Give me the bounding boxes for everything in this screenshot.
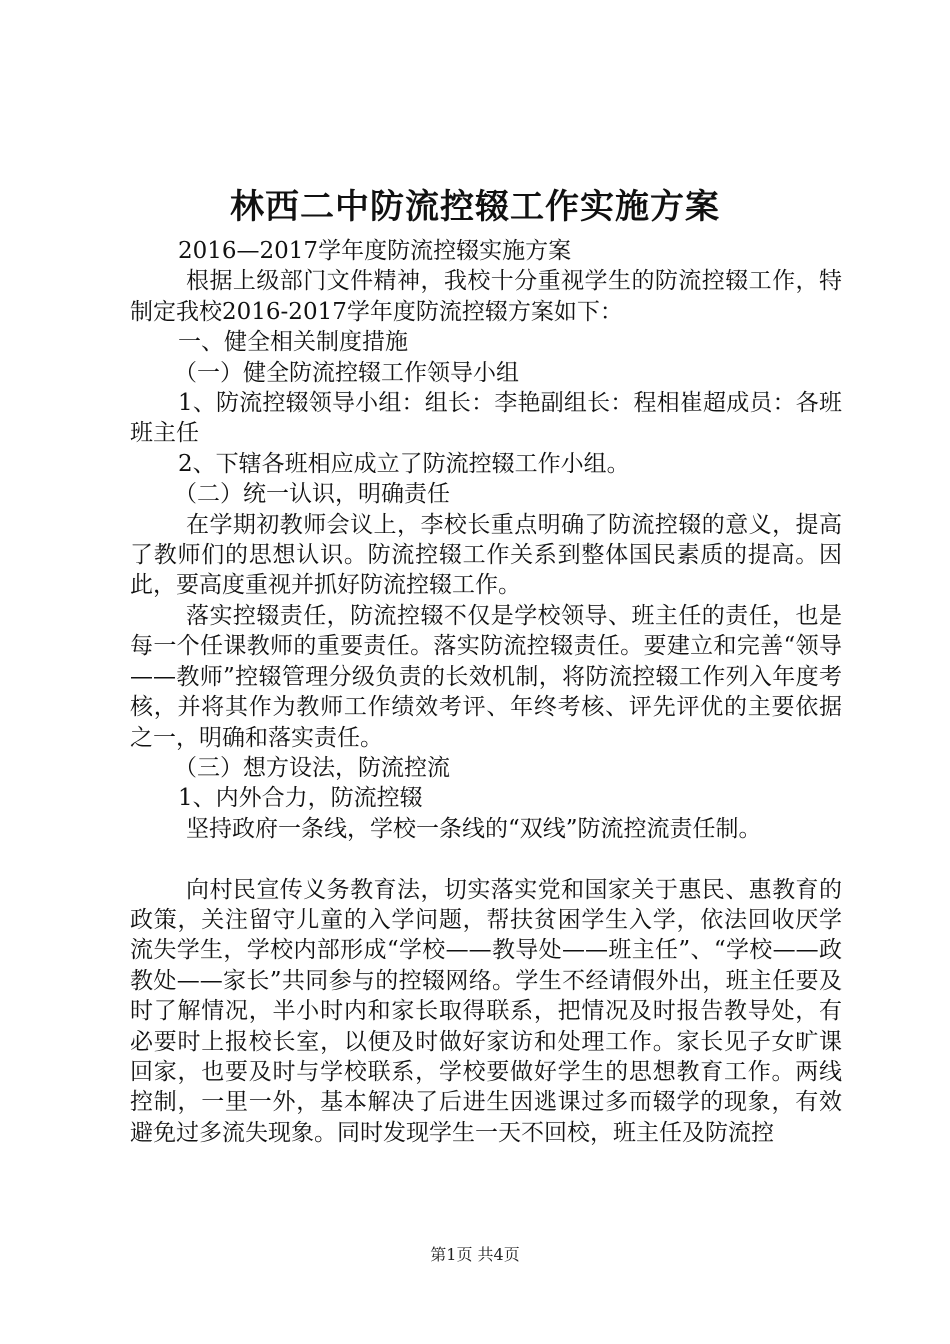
subsection-heading-1: （一）健全防流控辍工作领导小组 [174,359,519,386]
paragraph-dual-line: 坚持政府一条线，学校一条线的“双线”防流控流责任制。 [186,815,762,842]
paragraph-intro: 根据上级部门文件精神，我校十分重视学生的防流控辍工作，特制定我校2016-2017学年度防流控辍方案如下： [130,268,842,325]
blank-line [130,844,842,874]
paragraph-class-groups: 2、下辖各班相应成立了防流控辍工作小组。 [178,450,630,477]
paragraph-responsibility: 落实控辍责任，防流控辍不仅是学校领导、班主任的责任，也是每一个任课教师的重要责任。落实防流控辍责任。要建立和完善“领导——教师”控辍管理分级负责的长效机制，将防流控辍工作列入年度考核，并将其作为教师工作绩效考评、年终考核、评先评优的主要依据之一，明确和落实责任。 [130,602,842,751]
paragraph-publicity: 向村民宣传义务教育法，切实落实党和国家关于惠民、惠教育的政策，关注留守儿童的入学问题，帮扶贫困学生入学，依法回收厌学流失学生，学校内部形成“学校——教导处——班主任”、“学校——政教处——家长”共同参与的控辍网络。学生不经请假外出，班主任要及时了解情况，半小时内和家长取得联系，把情况及时报告教导处，有必要时上报校长室，以便及时做好家访和处理工作。家长见子女旷课回家，也要及时与学校联系，学校要做好学生的思想教育工作。两线控制，一里一外，基本解决了后进生因逃课过多而辍学的现象，有效避免过多流失现象。同时发现学生一天不回校，班主任及防流控 [130,876,842,1146]
page-footer: 第1页 共4页 [430,1245,520,1264]
paragraph-leadership-group: 1、防流控辍领导小组：组长：李艳副组长：程相崔超成员：各班班主任 [130,390,842,447]
document-body [130,236,842,1148]
paragraph-joint-effort: 1、内外合力，防流控辍 [178,785,423,812]
subsection-heading-2: （二）统一认识，明确责任 [174,481,450,508]
subsection-heading-3: （三）想方设法，防流控流 [174,754,450,781]
paragraph-teacher-meeting: 在学期初教师会议上，李校长重点明确了防流控辍的意义，提高了教师们的思想认识。防流控辍工作关系到整体国民素质的提高。因此，要高度重视并抓好防流控辍工作。 [130,511,842,599]
section-heading-1: 一、健全相关制度措施 [178,329,408,356]
paragraph-subtitle: 2016—2017学年度防流控辍实施方案 [178,238,572,264]
document-title: 林西二中防流控辍工作实施方案 [230,187,720,227]
